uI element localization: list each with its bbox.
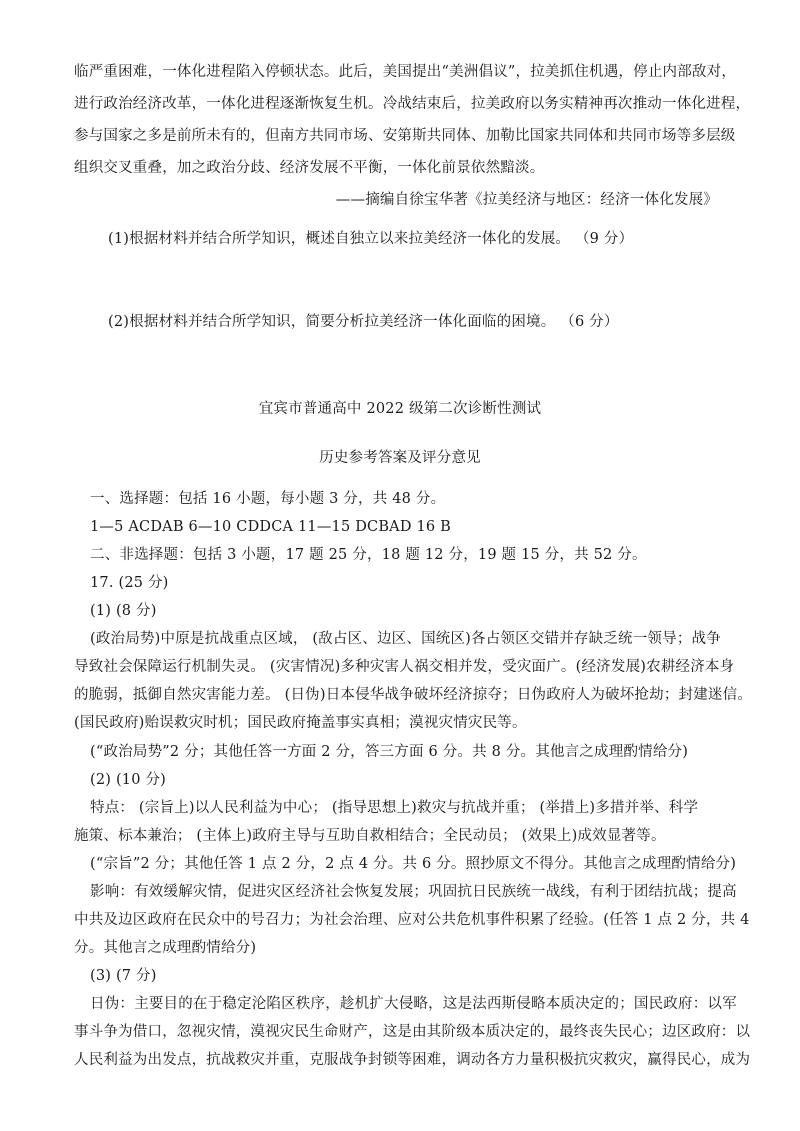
material-line-1: 临严重困难，一体化进程陷入停顿状态。此后，美国提出“美洲倡议”，拉美抓住机遇，停止内部敌对， [74, 64, 737, 80]
answer-line: (政治局势)中原是抗战重点区域， (敌占区、边区、国统区)各占领区交错并存缺乏统一领导；战争 [90, 631, 721, 647]
question-2: (2)根据材料并结合所学知识，简要分析拉美经济一体化面临的困境。 （6 分） [108, 314, 619, 330]
answer-line: 事斗争为借口，忽视灾情，漠视灾民生命财产，这是由其阶级本质决定的，最终丧失民心；边区政府：以 [74, 1024, 751, 1040]
answer-key-title: 宜宾市普通高中 2022 级第二次诊断性测试 [258, 401, 542, 417]
answer-line: (3) (7 分) [90, 968, 157, 984]
answer-line: (“政治局势”2 分；其他任答一方面 2 分，答三方面 6 分。共 8 分。其他言之成理酌情给分) [90, 744, 689, 760]
answer-line: 导致社会保障运行机制失灵。 (灾害情况)多种灾害人祸交相并发，受灾面广。(经济发展)农耕经济本身 [74, 659, 735, 675]
question-1: (1)根据材料并结合所学知识，概述自独立以来拉美经济一体化的发展。 （9 分） [108, 231, 634, 247]
answer-line: 中共及边区政府在民众中的号召力；为社会治理、应对公共危机事件积累了经验。(任答 1 点 2 分，共 4 [74, 912, 750, 928]
material-source: ——摘编自徐宝华著《拉美经济与地区：经济一体化发展》 [335, 192, 718, 208]
answer-key-subtitle: 历史参考答案及评分意见 [319, 450, 481, 466]
material-line-4: 组织交叉重叠，加之政治分歧、经济发展不平衡，一体化前景依然黯淡。 [74, 160, 545, 176]
material-line-3: 参与国家之多是前所未有的，但南方共同市场、安第斯共同体、加勒比国家共同体和共同市场等多层级 [74, 128, 736, 144]
answer-line: 特点： (宗旨上)以人民利益为中心； (指导思想上)救灾与抗战并重； (举措上)多措并举、科学 [90, 800, 699, 816]
answer-line: (国民政府)贻误救灾时机；国民政府掩盖事实真相；漠视灾情灾民等。 [74, 715, 527, 731]
answer-line: 施策、标本兼治； (主体上)政府主导与互助自救相结合；全民动员； (效果上)成效显著等。 [74, 828, 666, 844]
answer-line: 日伪：主要目的在于稳定沦陷区秩序，趁机扩大侵略，这是法西斯侵略本质决定的；国民政府：以军 [90, 996, 737, 1012]
answer-line: (2) (10 分) [90, 772, 167, 788]
answer-line: 一、选择题：包括 16 小题，每小题 3 分，共 48 分。 [90, 491, 446, 507]
material-line-2: 进行政治经济改革，一体化进程逐渐恢复生机。冷战结束后，拉美政府以务实精神再次推动一体化进程， [74, 96, 751, 112]
answer-line: 1—5 ACDAB 6—10 CDDCA 11—15 DCBAD 16 B [90, 519, 452, 535]
answer-line: (1) (8 分) [90, 603, 157, 619]
answer-line: 分。其他言之成理酌情给分) [74, 940, 257, 956]
answer-line: (“宗旨”2 分；其他任答 1 点 2 分，2 点 4 分。共 6 分。照抄原文不得分。其他言之成理酌情给分) [90, 856, 737, 872]
answer-line: 影响：有效缓解灾情，促进灾区经济社会恢复发展；巩固抗日民族统一战线，有利于团结抗战；提高 [90, 884, 737, 900]
answer-line: 人民利益为出发点，抗战救灾并重，克服战争封锁等困难，调动各方力量积极抗灾救灾，赢得民心，成为 [74, 1052, 751, 1068]
answer-line: 17. (25 分) [90, 575, 169, 591]
answer-line: 的脆弱，抵御自然灾害能力差。 (日伪)日本侵华战争破坏经济掠夺；日伪政府人为破坏抢劫；封建迷信。 [74, 687, 753, 703]
answer-line: 二、非选择题：包括 3 小题，17 题 25 分，18 题 12 分，19 题 15 分，共 52 分。 [90, 547, 647, 563]
